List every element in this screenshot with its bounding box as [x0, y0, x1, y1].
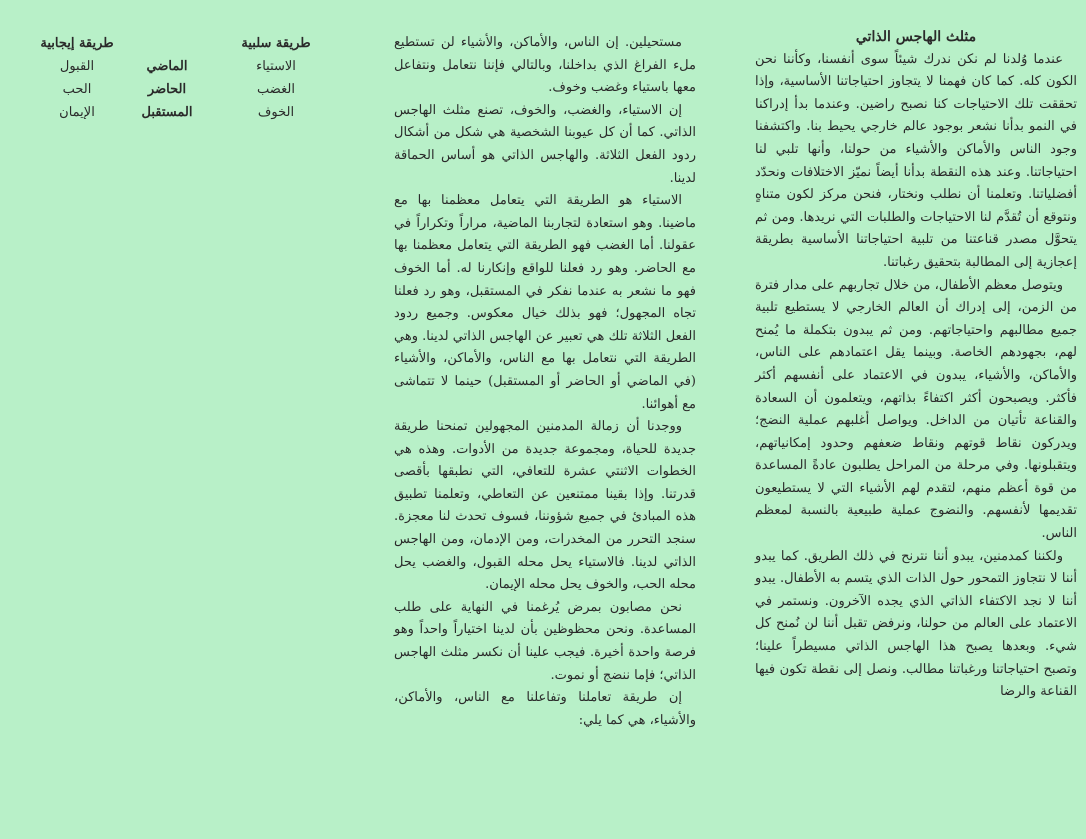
cell-time: الماضي	[146, 59, 188, 74]
header-negative: طريقة سلبية	[241, 36, 311, 51]
paragraph: مستحيلين. إن الناس، والأماكن، والأشياء لن تستطيع ملء الفراغ الذي بداخلنا، وبالتالي فإننا نتعامل ونتفاعل معها باستياء وغضب وخوف.	[394, 35, 696, 96]
cell-positive: الحب	[62, 82, 92, 97]
cell-time: الحاضر	[147, 82, 187, 97]
paragraph: إن طريقة تعاملنا وتفاعلنا مع الناس، والأماكن، والأشياء، هي كما يلي:	[394, 690, 696, 728]
page-title: مثلث الهاجس الذاتي	[855, 29, 977, 45]
header-time	[118, 32, 216, 55]
cell-time: المستقبل	[141, 105, 193, 120]
table-header-row	[36, 32, 336, 55]
cell-negative: الغضب	[257, 82, 295, 97]
paragraph: ولكننا كمدمنين، يبدو أننا نترنح في ذلك الطريق. كما يبدو أننا لا نتجاوز التمحور حول الذات الذي يتسم به الأطفال. يبدو أننا لا نجد الاكتفاء الذاتي الذي يجده الآخرون. ونستمر في الاعتماد على العالم من حولنا، ونرفض تقبل أننا لن نُمنح كل شيء. وبعدها يصبح هذا الهاجس الذاتي مسيطراً علينا؛ وتصبح احتياجاتنا ورغباتنا مطالب. ونصل إلى نقطة تكون فيها القناعة والرضا	[755, 548, 1077, 700]
cell-negative: الخوف	[257, 105, 295, 120]
cell-negative: الاستياء	[256, 59, 296, 74]
paragraph: الاستياء هو الطريقة التي يتعامل معظمنا بها مع ماضينا. وهو استعادة لتجاربنا الماضية، مراراً وتكراراً في عقولنا. أما الغضب فهو الطريقة التي يتعامل معظمنا بها مع الحاضر. وهو رد فعلنا للواقع وإنكارنا له. أما الخوف فهو ما نشعر به عندما نفكر في المستقبل، وهو رد فعلنا تجاه المجهول؛ فهو بذلك خيال معكوس. وجميع ردود الفعل الثلاثة تلك هي تعبير عن الهاجس الذاتي لدينا. وهي الطريقة التي نتعامل بها مع الناس، والأماكن، والأشياء (في الماضي أو الحاضر أو المستقبل) حينما لا تتماشى مع أهوائنا.	[394, 193, 696, 412]
table-row	[36, 55, 336, 78]
cell-positive: القبول	[59, 59, 95, 74]
table-row	[36, 78, 336, 101]
middle-text-column	[394, 32, 696, 732]
paragraph: نحن مصابون بمرض يُرغمنا في النهاية على طلب المساعدة. ونحن محظوظين بأن لدينا اختياراً واحداً وهو فرصة واحدة أخيرة. فيجب علينا أن نكسر مثلث الهاجس الذاتي؛ فإما ننضج أو نموت.	[394, 599, 696, 683]
paragraph: ويتوصل معظم الأطفال، من خلال تجاربهم على مدار فترة من الزمن، إلى إدراك أن العالم الخارجي لا يستطيع تلبية جميع مطالبهم واحتياجاتهم. ومن ثم يبدون بتكملة ما يُمنح لهم، بجهودهم الخاصة. وبينما يقل اعتمادهم على الناس، والأماكن، والأشياء، يبدون في الاعتماد على أنفسهم أكثر فأكثر. ويصبحون أكثر اكتفاءً بذاتهم، ويتعلمون أن السعادة والقناعة تأتيان من الداخل. ويواصل أغلبهم عملية النضج؛ ويدركون نقاط قوتهم ونقاط ضعفهم وحدود إمكانياتهم، ويتقبلونها. وفي مرحلة من المراحل يطلبون عادةً المساعدة من قوة أعظم منهم، لتقدم لهم الأشياء التي لا يستطيعون تقديمها لأنفسهم. والنضوج عملية طبيعية بالنسبة لمعظم الناس.	[755, 277, 1077, 542]
right-text-column	[755, 26, 1077, 704]
header-positive: طريقة إيجابية	[40, 36, 114, 51]
paragraph: إن الاستياء، والغضب، والخوف، تصنع مثلث الهاجس الذاتي. كما أن كل عيوبنا الشخصية هي شكل من أشكال ردود الفعل الثلاثة. والهاجس الذاتي هو أساس الحماقة لدينا.	[394, 102, 696, 186]
paragraph: عندما وُلدنا لم نكن ندرك شيئاً سوى أنفسنا، وكأننا نحن الكون كله. كما كان فهمنا لا يتجاوز احتياجاتنا الأساسية، وإذا تحققت تلك الاحتياجات كنا نصبح راضين. وعندما بدأ إدراكنا في النمو بدأنا نشعر بوجود عالم خارجي يحيط بنا. واكتشفنا وجود الناس والأماكن والأشياء من حولنا، وأنها تلبي لنا احتياجاتنا. وعند هذه النقطة بدأنا أيضاً نميّز الاختلافات ونحدّد أفضلياتنا. وتعلمنا أن نطلب ونختار، فنحن مركز لكون متناهٍ ونتوقع أن تُقدَّم لنا الاحتياجات والطلبات التي نريدها. ومن ثم يتحوَّل مصدر قناعتنا من تلبية احتياجاتنا الأساسية بطريقة إعجازية إلى المطالبة بتحقيق رغباتنا.	[755, 51, 1077, 270]
table-row	[36, 101, 336, 124]
comparison-table	[36, 32, 336, 124]
cell-positive: الإيمان	[59, 105, 95, 120]
paragraph: ووجدنا أن زمالة المدمنين المجهولين تمنحنا طريقة جديدة للحياة، ومجموعة جديدة من الأدوات. وهذه هي الخطوات الاثنتي عشرة للتعافي، التي نطبقها بأقصى قدرتنا. وإذا بقينا ممتنعين عن التعاطي، وتعلمنا تطبيق هذه المبادئ في جميع شؤوننا، فسوف تحدث لنا معجزة. سنجد التحرر من المخدرات، ومن الإدمان، ومن الهاجس الذاتي لدينا. فالاستياء يحل محله القبول، والغضب يحل محله الحب، والخوف يحل محله الإيمان.	[394, 419, 696, 593]
